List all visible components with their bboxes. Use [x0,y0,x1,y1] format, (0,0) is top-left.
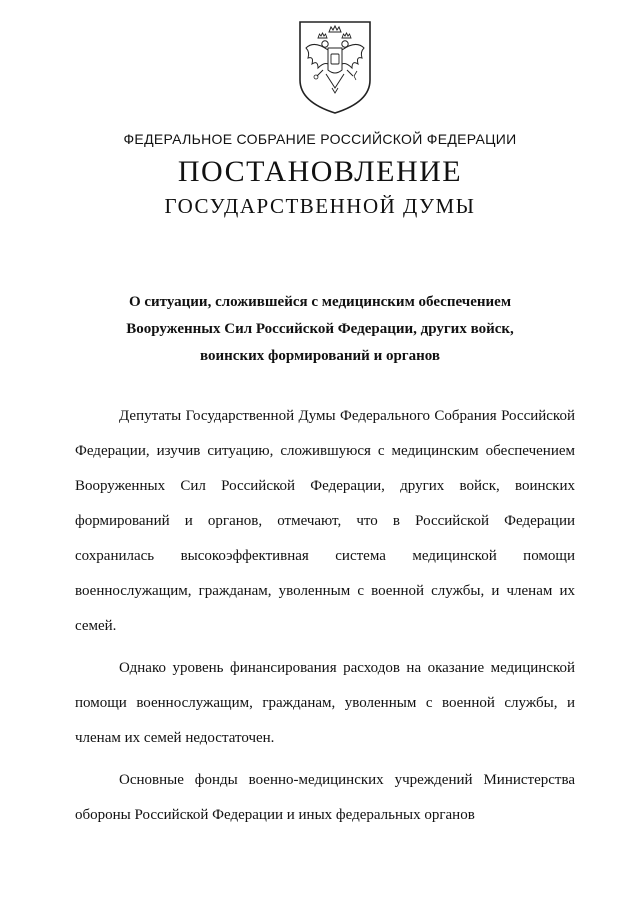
document-body [75,399,575,840]
title-line: Вооруженных Сил Российской Федерации, других войск, [126,321,514,337]
resolution-title [60,289,580,370]
body-paragraph: Однако уровень финансирования расходов на оказание медицинской помощи военнослужащим, гражданам, уволенным с военной службы, и членам их семей недостаточен. [75,660,575,746]
issuing-body: ГОСУДАРСТВЕННОЙ ДУМЫ [164,194,476,218]
title-line: воинских формирований и органов [200,348,440,364]
title-line: О ситуации, сложившейся с медицинским обеспечением [128,294,512,310]
document-type: ПОСТАНОВЛЕНИЕ [177,155,463,188]
parliament-name: ФЕДЕРАЛЬНОЕ СОБРАНИЕ РОССИЙСКОЙ ФЕДЕРАЦИИ [123,131,517,147]
body-paragraph: Депутаты Государственной Думы Федерального Собрания Российской Федерации, изучив ситуацию, сложившуюся с медицинским обеспечением Вооруженных Сил Российской Федерации, других войск, воинских формирований и органов, отмечают, что в Российской Федерации сохранилась высокоэффективная система медицинской помощи военнослужащим, гражданам, уволенным с военной службы, и членам их семей. [75,408,575,634]
body-paragraph: Основные фонды военно-медицинских учреждений Министерства обороны Российской Федерации и иных федеральных органов [75,772,575,823]
russian-coat-of-arms-icon [296,18,374,116]
coat-of-arms-emblem [296,18,374,116]
